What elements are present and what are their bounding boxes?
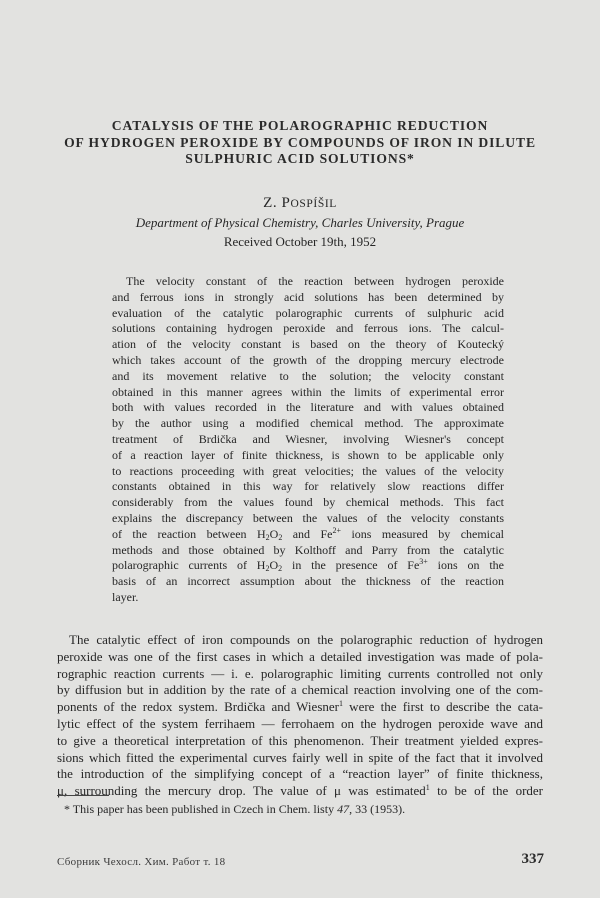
text-run: O [269, 558, 279, 573]
abstract-line: constants obtained in this way for relatively slow reactions differ [112, 479, 504, 494]
body-line-ref [57, 783, 543, 800]
abstract-line-formula [112, 558, 504, 574]
page-number: 337 [521, 851, 544, 867]
abstract-line: obtained in this manner agrees within the limits of experimental error [112, 384, 504, 399]
body-line-ref [57, 699, 543, 716]
text-run: in the presence of Fe [282, 558, 420, 573]
body-line: to give a theoretical interpretation of this phenomenon. Their treatment yielded expres- [57, 732, 543, 748]
text-run: were the first to describe the cata- [342, 699, 544, 715]
body-line: by diffusion but in addition by the rate of a chemical reaction involving one of the com- [57, 682, 543, 698]
body-line: peroxide was one of the first cases in which a detailed investigation was made of pola- [57, 648, 543, 664]
abstract-line: and its movement relative to the solution; the velocity constant [112, 368, 504, 383]
abstract-line: layer. [112, 589, 139, 604]
abstract-line: evaluation of the catalytic polarographic currents of sulphuric acid [112, 305, 504, 320]
body-line: The catalytic effect of iron compounds on the polarographic reduction of hydrogen [69, 632, 543, 647]
title-line: SULPHURIC ACID SOLUTIONS* [185, 151, 415, 166]
abstract-line: ation of the velocity constant is based on the theory of Koutecký [112, 337, 504, 352]
text-run: O [269, 526, 279, 541]
body-line: lytic effect of the system ferrihaem — ferrohaem on the hydrogen peroxide wave and [57, 715, 543, 731]
reference-marker: 1 [425, 783, 430, 793]
author-surname: OSPÍŠIL [290, 198, 337, 210]
abstract-line: by the author using a modified chemical method. The approximate [112, 416, 504, 431]
abstract-line: The velocity constant of the reaction between hydrogen peroxide [126, 274, 504, 288]
title-line: OF HYDROGEN PEROXIDE BY COMPOUNDS OF IRON IN DILUTE [64, 134, 536, 150]
subscript: 2 [278, 532, 283, 542]
footnote-volume: 47 [337, 802, 350, 816]
abstract-line: to reactions proceeding with great velocities; the values of the velocity [112, 463, 504, 478]
abstract-line: both with values recorded in the literature and with values obtained [112, 400, 504, 415]
text-run: ions measured by chemical [341, 526, 504, 541]
body-line: rographic reaction currents — i. e. polarographic limiting currents controlled not only [57, 665, 543, 681]
superscript: 3+ [419, 557, 428, 567]
paper-title [40, 118, 560, 168]
text-run: polarographic currents of H [112, 558, 266, 573]
journal-footer: Сборник Чехосл. Хим. Работ т. 18 [57, 856, 226, 868]
abstract-line-formula [112, 527, 504, 543]
abstract-line: methods and those obtained by Kolthoff and Parry from the catalytic [112, 542, 504, 557]
reference-marker: 1 [338, 699, 343, 709]
subscript: 2 [278, 564, 283, 574]
text-run: ions on the [427, 558, 504, 573]
title-line: CATALYSIS OF THE POLAROGRAPHIC REDUCTION [111, 118, 489, 133]
text-run: ponents of the redox system. Brdička and Wiesner [57, 699, 339, 715]
subscript: 2 [265, 532, 270, 542]
abstract-line: basis of an incorrect assumption about the thickness of the reaction [112, 574, 504, 589]
body-line: the introduction of the simplifying concept of a “reaction layer” of finite thickness, [57, 766, 543, 782]
abstract-line: and ferrous ions in strongly acid solutions has been determined by [112, 289, 504, 304]
text-run: to be of the order [429, 783, 544, 799]
footnote-text: , 33 (1953). [349, 802, 406, 816]
abstract-line: of a reaction layer of finite thickness, is shown to be applicable only [112, 447, 504, 462]
abstract-line: explains the discrepancy between the values of the velocity constants [112, 510, 504, 525]
superscript: 2+ [332, 525, 342, 535]
footnote-text: * This paper has been published in Czech in Chem. listy [64, 802, 338, 816]
author-initial: Z. P [263, 195, 291, 211]
affiliation: Department of Physical Chemistry, Charles University, Prague [135, 215, 465, 230]
text-run: and Fe [282, 526, 333, 541]
author [0, 195, 600, 212]
text-run: of the reaction between H [112, 526, 266, 541]
footnote-rule [57, 795, 109, 796]
body-text [57, 632, 543, 800]
body-line: sions which fitted the experimental curves fairly well in spite of the fact that it involved [57, 749, 543, 765]
abstract-line: solutions containing hydrogen peroxide and ferrous ions. The calcul- [112, 321, 504, 336]
footnote [64, 802, 405, 817]
abstract-line: treatment of Brdička and Wiesner, involving Wiesner's concept [112, 431, 504, 446]
text-run: μ, surrounding the mercury drop. The value of μ was estimated [57, 783, 426, 799]
abstract [112, 274, 504, 606]
abstract-line: which takes account of the growth of the dropping mercury electrode [112, 352, 504, 367]
subscript: 2 [265, 564, 270, 574]
abstract-line: considerably from the values found by chemical methods. This fact [112, 495, 504, 510]
received-date: Received October 19th, 1952 [223, 234, 377, 249]
